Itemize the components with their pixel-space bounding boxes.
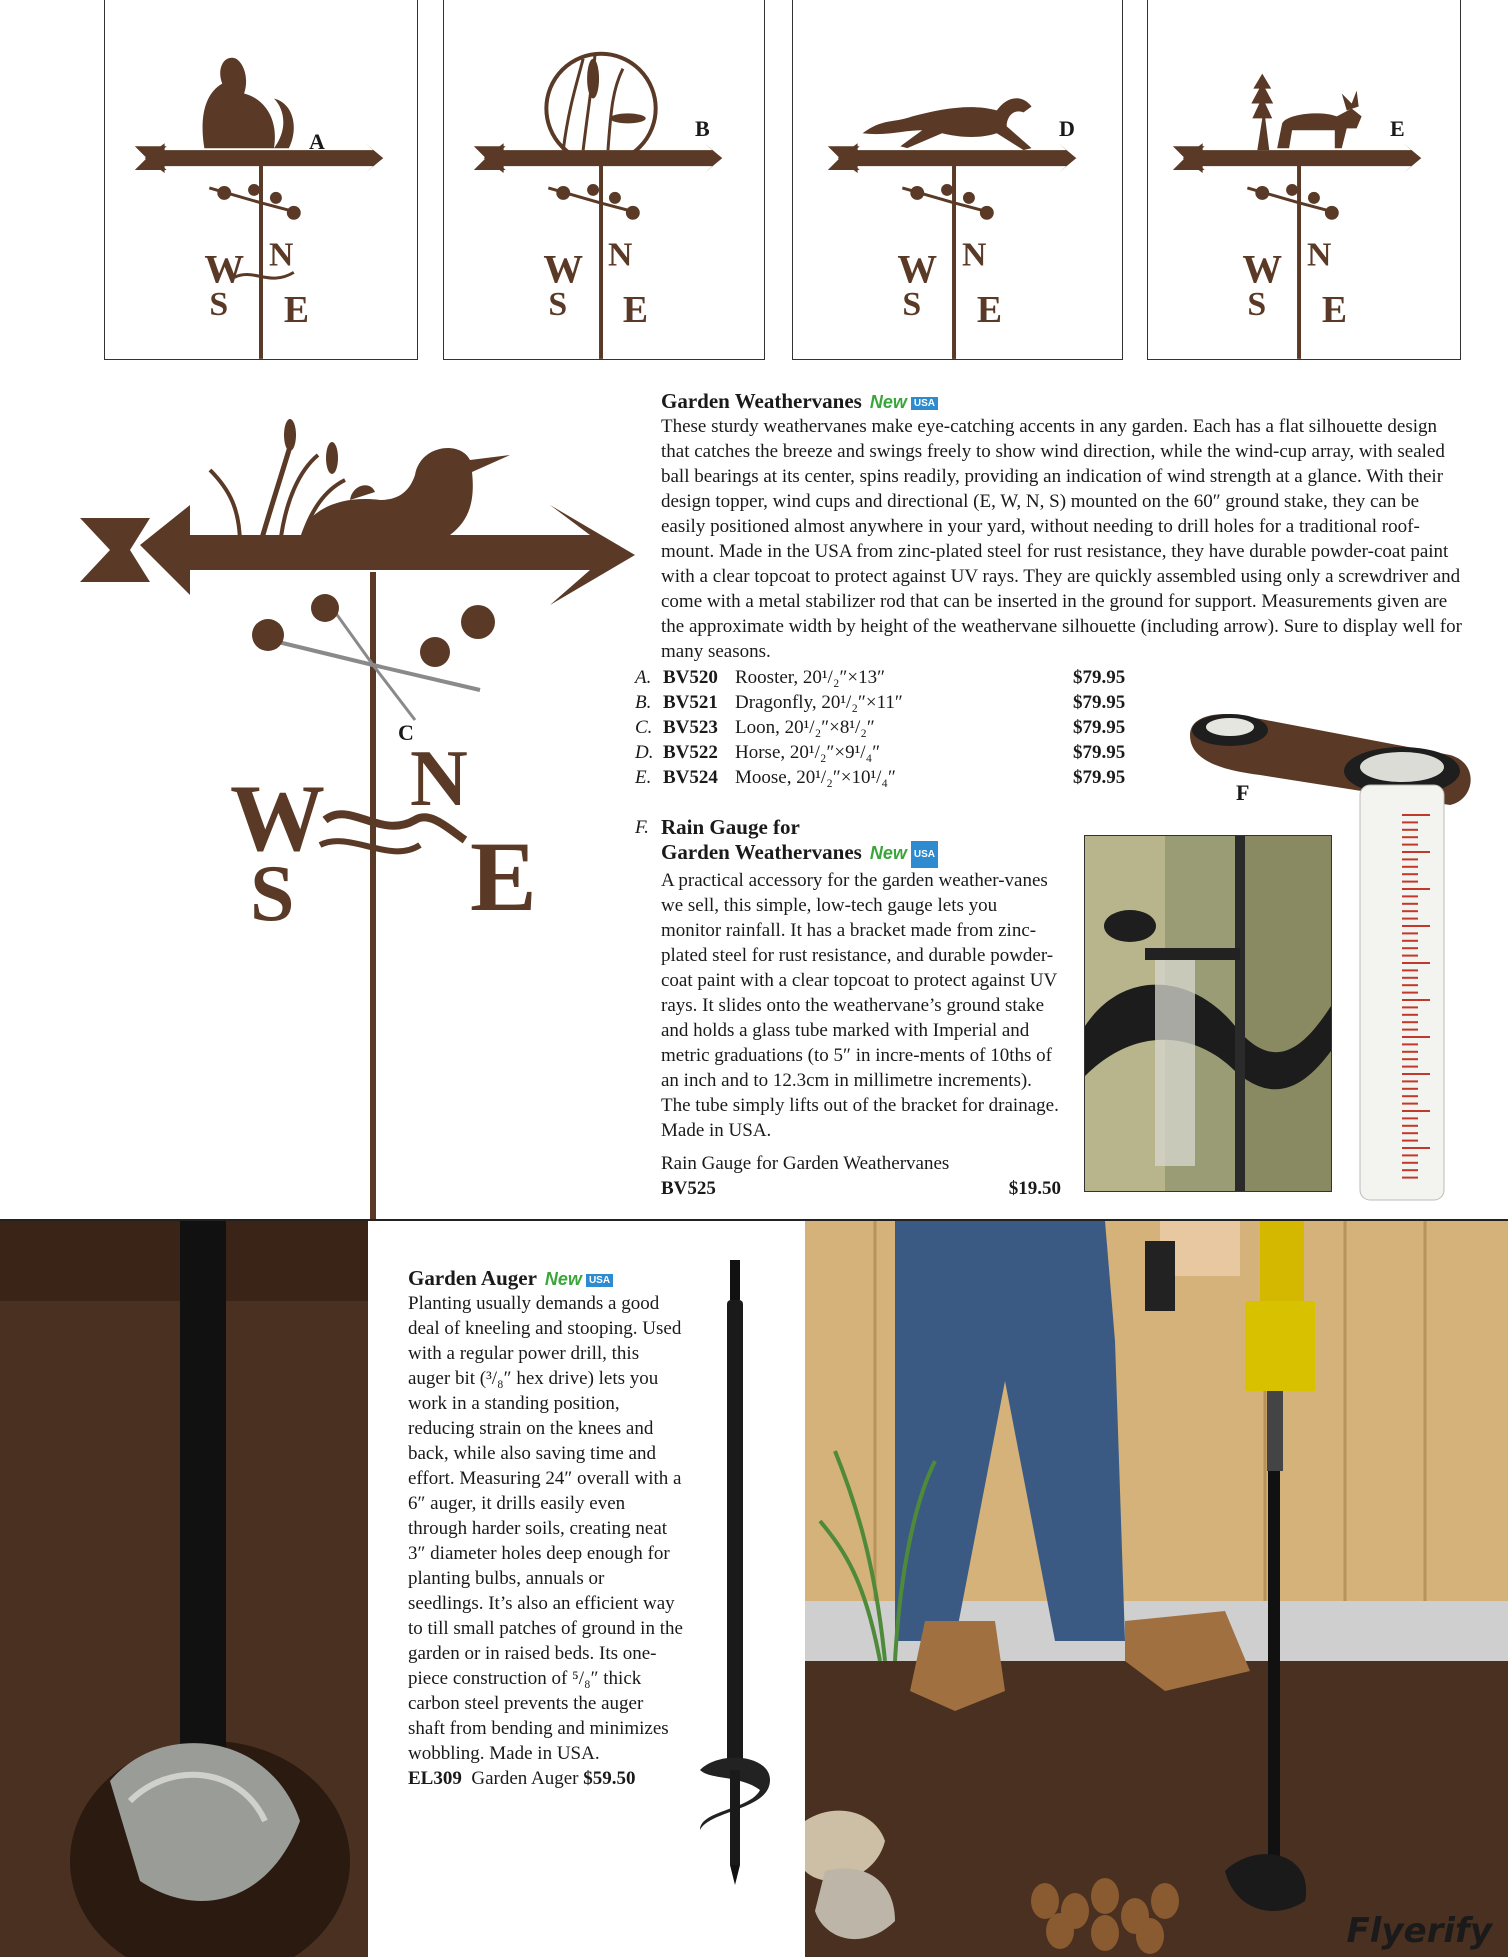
svg-text:N: N: [607, 236, 633, 274]
svg-text:S: S: [209, 286, 229, 324]
item-sku: BV522: [663, 742, 718, 763]
svg-text:N: N: [410, 735, 468, 823]
item-letter: E.: [635, 767, 652, 788]
svg-text:E: E: [976, 289, 1003, 332]
svg-text:W: W: [1242, 247, 1283, 292]
loon-label: C: [398, 720, 414, 745]
item-row-bv521: [635, 690, 1155, 715]
rain-gauge-heading: [635, 815, 1065, 868]
thumbnail-label: D: [1059, 116, 1075, 141]
item-letter: D.: [635, 742, 654, 763]
svg-text:E: E: [622, 289, 649, 332]
item-price: $79.95: [1073, 667, 1126, 688]
auger-item-name: Garden Auger: [471, 1768, 579, 1789]
svg-text:S: S: [548, 286, 568, 324]
thumbnail-horse[interactable]: [792, 0, 1123, 360]
rain-gauge-title-line2: Garden Weathervanes: [661, 840, 862, 864]
rain-gauge-title-line1: Rain Gauge for: [661, 815, 800, 839]
horse-weathervane-image: [793, 0, 1122, 359]
new-badge: New: [869, 843, 907, 863]
rain-gauge-sku: BV525: [661, 1178, 716, 1199]
auger-product-photo: [680, 1250, 790, 1890]
item-letter: B.: [635, 692, 652, 713]
item-row-bv523: [635, 715, 1155, 740]
svg-text:N: N: [961, 236, 987, 274]
svg-text:S: S: [902, 286, 922, 324]
item-desc: Loon, 20¹/₂″×8¹/₂″: [735, 717, 875, 738]
weathervanes-section: [661, 389, 1466, 664]
item-price: $79.95: [1073, 717, 1126, 738]
item-desc: Moose, 20¹/₂″×10¹/₄″: [735, 767, 896, 788]
auger-soil-photo: [0, 1221, 368, 1957]
moose-weathervane-image: [1148, 0, 1460, 359]
svg-text:E: E: [470, 821, 537, 932]
svg-text:W: W: [543, 247, 584, 292]
item-price: $79.95: [1073, 742, 1126, 763]
rain-gauge-item-row: [661, 1176, 1061, 1201]
new-badge: New: [544, 1269, 582, 1289]
usa-badge: USA: [911, 841, 938, 868]
item-sku: BV521: [663, 692, 718, 713]
auger-in-use-photo: [805, 1221, 1508, 1957]
auger-product-image: [680, 1250, 790, 1890]
item-desc: Horse, 20¹/₂″×9¹/₄″: [735, 742, 881, 763]
svg-text:E: E: [1321, 289, 1348, 332]
item-price: $79.95: [1073, 692, 1126, 713]
auger-sku: EL309: [408, 1768, 462, 1789]
item-desc: Rooster, 20¹/₂″×13″: [735, 667, 885, 688]
item-sku: BV520: [663, 667, 718, 688]
thumbnail-rooster[interactable]: [104, 0, 418, 360]
auger-price: $59.50: [583, 1768, 636, 1789]
thumbnail-label: B: [695, 116, 710, 141]
rain-gauge-photo-label: F: [1236, 780, 1250, 805]
svg-text:N: N: [1306, 236, 1332, 274]
auger-heading: [408, 1266, 683, 1291]
auger-item-row: [408, 1766, 683, 1791]
item-row-bv520: [635, 665, 1155, 690]
usa-badge: USA: [911, 397, 938, 410]
svg-text:W: W: [897, 247, 938, 292]
auger-section: [408, 1266, 683, 1791]
rain-gauge-section: [635, 815, 1065, 1201]
rain-gauge-item-name: Rain Gauge for Garden Weathervanes: [661, 1153, 950, 1174]
rain-gauge-product-photo: [1180, 705, 1480, 1205]
item-sku: BV523: [663, 717, 718, 738]
usa-badge: USA: [586, 1274, 613, 1287]
weathervane-item-list: [635, 665, 1155, 795]
new-badge: New: [869, 392, 907, 412]
svg-text:N: N: [268, 236, 294, 274]
svg-text:S: S: [1247, 286, 1267, 324]
thumbnail-dragonfly[interactable]: [443, 0, 765, 360]
svg-text:W: W: [230, 765, 325, 871]
rain-gauge-description: A practical accessory for the garden weather-vanes we sell, this simple, low-tech gauge lets you monitor rainfall. It has a bracket made from zinc-plated steel for rust resistance, and durable powder-coat paint with a clear topcoat to protect against UV rays. It slides onto the weathervane’s ground stake and holds a glass tube marked with Imperial and metric graduations (to 5″ in incre-ments of 10ths of an inch and to 12.3cm in millimetre increments). The tube simply lifts out of the bracket for drainage. Made in USA.: [661, 870, 1059, 1141]
rooster-weathervane-image: [105, 0, 417, 359]
weathervanes-title: Garden Weathervanes: [661, 389, 862, 413]
weathervanes-description: These sturdy weathervanes make eye-catching accents in any garden. Each has a flat silhouette design that catches the breeze and swings freely to show wind direction, while the wind-cup array, with sealed ball bearings at its center, spins readily, providing an indication of wind strength at a glance. With their design topper, wind cups and directional (E, W, N, S) mounted on the 60″ ground stake, they can be easily positioned almost anywhere in your yard, without needing to drill holes for a traditional roof-mount. Made in the USA from zinc-plated steel for rust resistance, they have durable powder-coat paint with a clear topcoat to protect against UV rays. They are quickly assembled using only a screwdriver and come with a metal stabilizer rod that can be inserted in the ground for support. Measurements given are the approximate width by height of the weathervane silhouette (including arrow). Sure to display well for many seasons.: [661, 416, 1462, 662]
svg-text:E: E: [283, 289, 310, 332]
auger-in-use-image: [805, 1221, 1508, 1957]
item-letter: C.: [635, 717, 653, 738]
thumbnail-label: E: [1390, 116, 1405, 141]
svg-text:W: W: [204, 247, 245, 292]
weathervanes-heading: [661, 389, 1466, 414]
auger-title: Garden Auger: [408, 1266, 537, 1290]
item-sku: BV524: [663, 767, 718, 788]
item-row-bv522: [635, 740, 1155, 765]
loon-weathervane-photo: [70, 400, 640, 1220]
thumbnail-label: A: [309, 129, 325, 154]
auger-description: Planting usually demands a good deal of kneeling and stooping. Used with a regular power drill, this auger bit (³/₈″ hex drive) lets you work in a standing position, reducing strain on the knees and back, while also saving time and effort. Measuring 24″ overall with a 6″ auger, it drills easily even through harder soils, creating neat 3″ diameter holes deep enough for planting bulbs, annuals or seedlings. It’s also an efficient way to till small patches of ground in the garden or in raised beds. Its one-piece construction of ⁵/₈″ thick carbon steel prevents the auger shaft from bending and minimizes wobbling. Made in USA.: [408, 1293, 683, 1764]
thumbnail-moose[interactable]: [1147, 0, 1461, 360]
svg-text:S: S: [250, 850, 295, 938]
dragonfly-weathervane-image: [444, 0, 764, 359]
item-price: $79.95: [1073, 767, 1126, 788]
rain-gauge-letter: F.: [635, 817, 649, 838]
rain-gauge-product-image: [1180, 705, 1480, 1205]
item-desc: Dragonfly, 20¹/₂″×11″: [735, 692, 903, 713]
auger-soil-image: [0, 1221, 368, 1957]
rain-gauge-price: $19.50: [1008, 1178, 1061, 1199]
item-letter: A.: [635, 667, 652, 688]
watermark: Flyerify: [1346, 1911, 1492, 1951]
item-row-bv524: [635, 765, 1155, 790]
loon-weathervane-image: [70, 400, 640, 1220]
